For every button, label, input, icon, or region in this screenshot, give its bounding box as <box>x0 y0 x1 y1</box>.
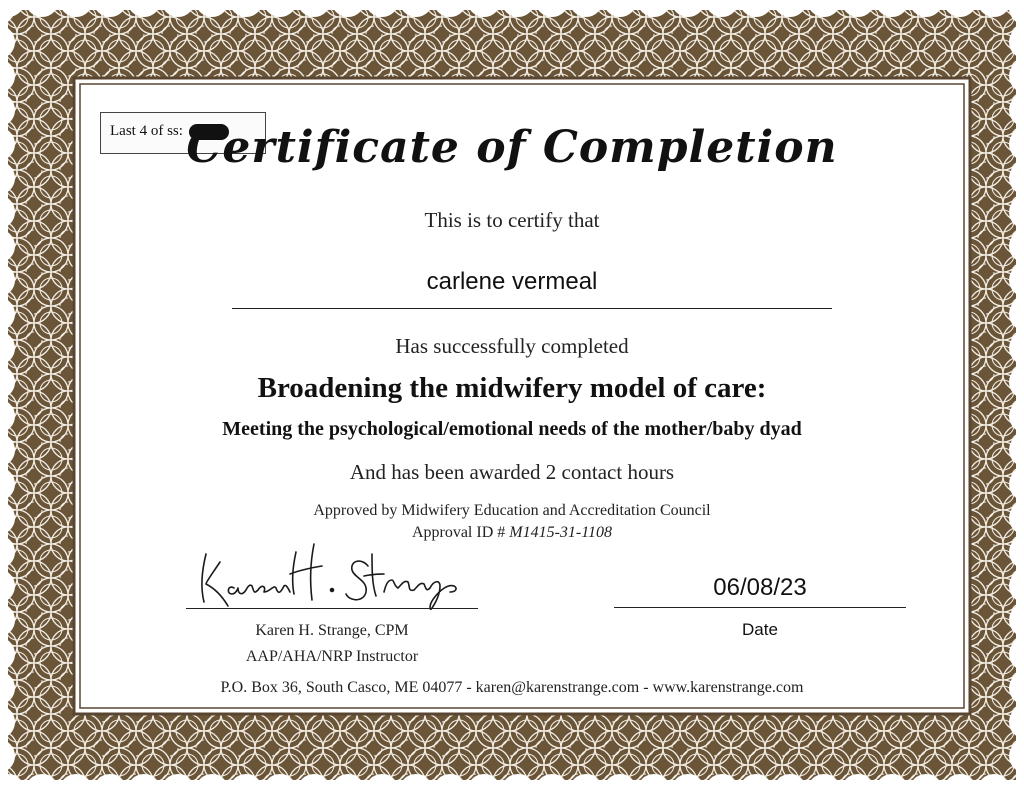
completed-text: Has successfully completed <box>395 334 629 358</box>
date-value: 06/08/23 <box>713 574 807 601</box>
date-line <box>614 607 906 608</box>
signature-line <box>186 608 478 609</box>
name-underline <box>232 308 832 309</box>
signer-name: Karen H. Strange, CPM <box>255 622 409 639</box>
signer-role: AAP/AHA/NRP Instructor <box>245 648 419 665</box>
date-label: Date <box>742 620 778 639</box>
approval-id-line <box>0 524 1024 542</box>
course-title: Broadening the midwifery model of care: <box>257 372 767 404</box>
approval-line: Approved by Midwifery Education and Accreditation Council <box>313 502 711 519</box>
recipient-name: carlene vermeal <box>426 268 598 295</box>
certificate-title: Certificate of Completion <box>186 122 838 173</box>
signature-image <box>192 540 482 612</box>
footer-contact: P.O. Box 36, South Casco, ME 04077 - karen@karenstrange.com - www.karenstrange.com <box>220 679 804 696</box>
course-subtitle: Meeting the psychological/emotional needs of the mother/baby dyad <box>222 418 802 440</box>
approval-id-label: Approval ID # <box>411 524 506 541</box>
approval-id: M1415-31-1108 <box>509 524 613 541</box>
ssn-label: Last 4 of ss: <box>110 123 183 139</box>
certify-text: This is to certify that <box>424 208 600 232</box>
hours-text: And has been awarded 2 contact hours <box>349 460 675 484</box>
